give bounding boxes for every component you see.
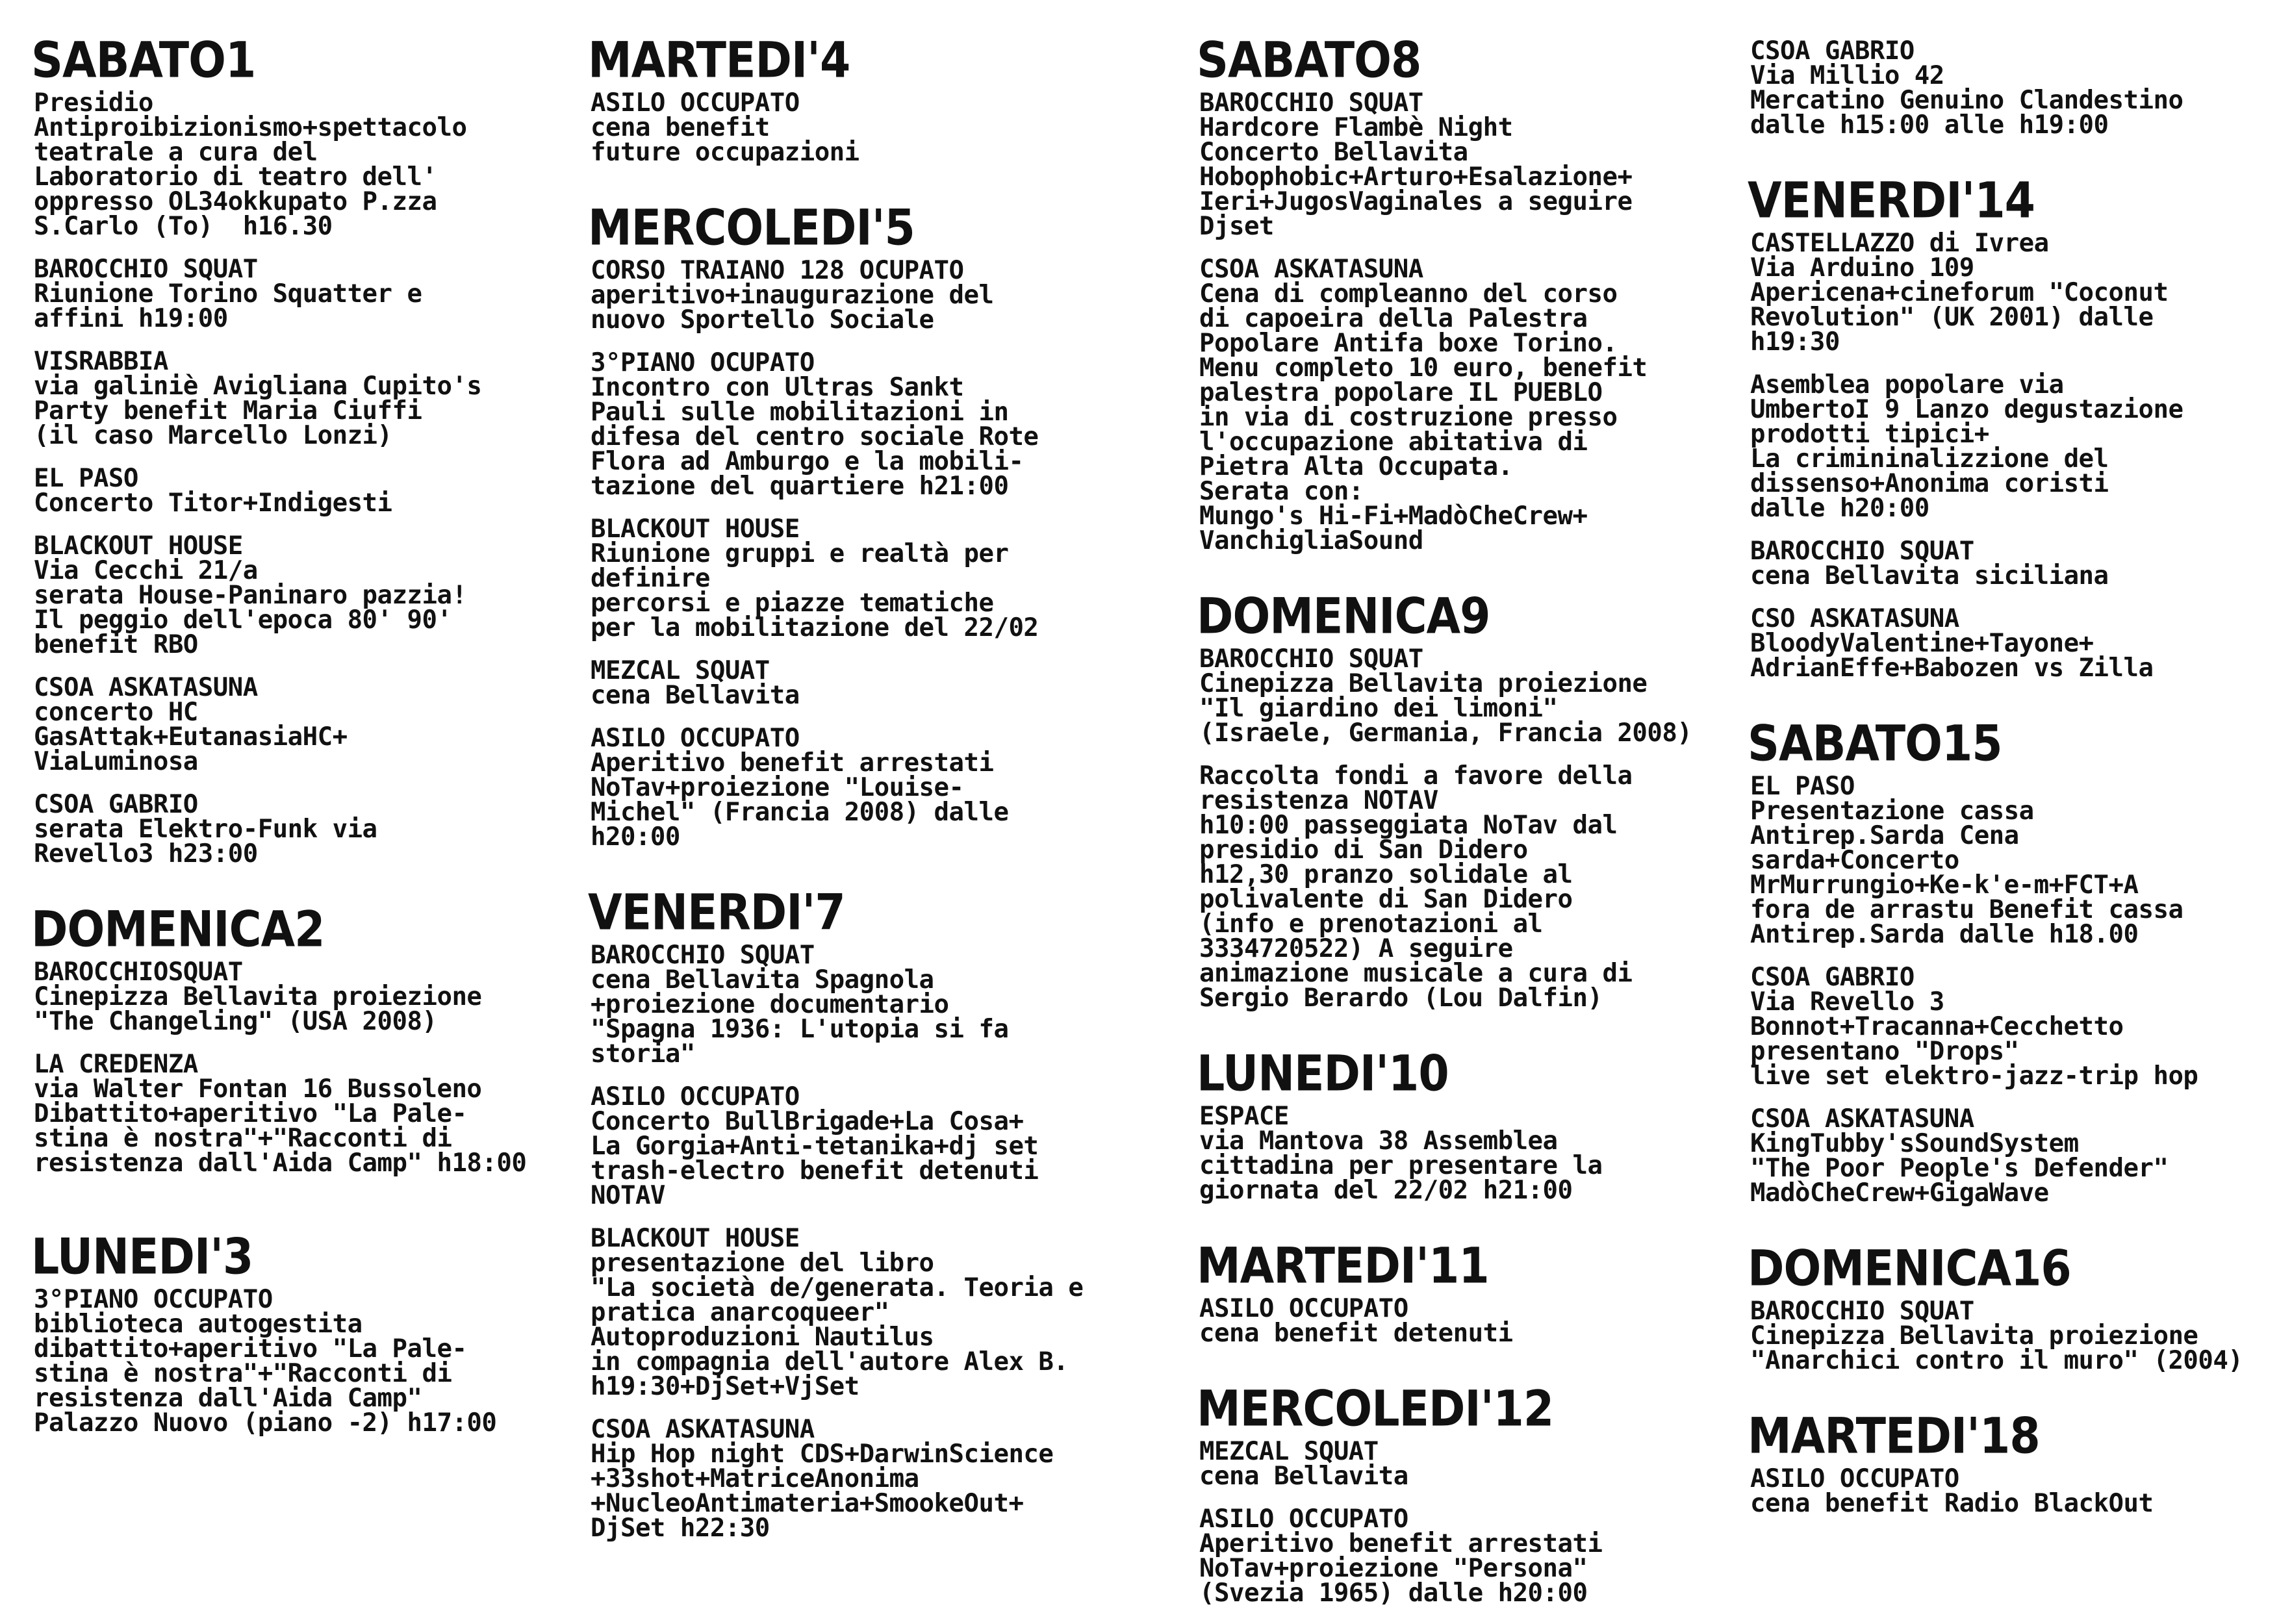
event-description-line: +33shot+MatriceAnonima <box>591 1464 919 1493</box>
event-description-line: "Il giardino dei limoni" <box>1199 694 1558 723</box>
day-block <box>1748 715 2279 1206</box>
day-block <box>1748 36 2279 140</box>
event-description-line: Dibattito+aperitivo "La Pale- <box>34 1099 467 1128</box>
day-block <box>1197 1380 1742 1606</box>
event-description-line: via galiniè Avigliana Cupito's <box>34 372 482 401</box>
day-block <box>31 31 577 867</box>
event-description-line: presidio di San Didero <box>1199 835 1528 865</box>
event-description-line: Concerto Titor+Indigesti <box>34 488 392 518</box>
event-entry <box>1750 231 2279 355</box>
event-description-line: "Spagna 1936: L'utopia si fa <box>591 1015 1009 1044</box>
day-heading: SABATO15 <box>1748 715 2002 773</box>
event-description-line: NoTav+proiezione "Persona" <box>1199 1554 1588 1583</box>
event-description-line: "The Changeling" (USA 2008) <box>34 1007 437 1036</box>
event-description-line: Riunione gruppi e realtà per <box>591 539 1009 568</box>
event-description-line: in via di costruzione presso <box>1199 403 1618 432</box>
day-block <box>1748 171 2279 681</box>
event-description-line: cena Bellavita <box>1199 1462 1408 1491</box>
event-description-line: NOTAV <box>591 1181 665 1210</box>
event-description-line: polivalente di San Didero <box>1199 885 1573 914</box>
day-block <box>1197 1045 1742 1203</box>
event-entry <box>591 348 1134 501</box>
event-description-line: definire <box>591 564 710 593</box>
event-entry <box>591 1226 1134 1399</box>
event-venue: CSOA ASKATASUNA <box>1199 255 1423 284</box>
event-venue: CSOA GABRIO <box>34 790 198 819</box>
event-description-line: di capoeira della Palestra <box>1199 304 1588 333</box>
event-entry <box>34 88 577 241</box>
day-block <box>1748 1239 2279 1373</box>
event-description-line: MadòCheCrew+GigaWave <box>1750 1178 2049 1208</box>
event-description-line: GasAttak+EutanasiaHC+ <box>34 722 348 752</box>
event-description-line: Cinepizza Bellavita proiezione <box>1199 669 1648 698</box>
event-description-line: Pauli sulle mobilitazioni in <box>591 398 1009 427</box>
event-description-line: Incontro con Ultras Sankt <box>591 373 964 402</box>
event-venue: ASILO OCCUPATO <box>1750 1464 1959 1493</box>
event-description-line: giornata del 22/02 h21:00 <box>1199 1176 1573 1205</box>
calendar-column-4 <box>1748 0 2279 1534</box>
event-description-line: "The Poor People's Defender" <box>1750 1154 2169 1183</box>
event-description-line: Flora ad Amburgo e la mobili- <box>591 447 1024 476</box>
event-entry <box>34 257 577 331</box>
event-description-line: via Walter Fontan 16 Bussoleno <box>34 1074 482 1104</box>
event-entry <box>1199 761 1742 1013</box>
event-description-line: tazione del quartiere h21:00 <box>591 472 1009 501</box>
event-description-line: Serata con: <box>1199 477 1364 506</box>
day-heading: MARTEDI'11 <box>1197 1237 1489 1295</box>
event-description-line: sarda+Concerto <box>1750 846 1959 875</box>
event-venue: LA CREDENZA <box>34 1050 198 1079</box>
event-entry <box>591 1082 1134 1210</box>
event-entry <box>1750 604 2279 683</box>
event-description-line: dalle h15:00 alle h19:00 <box>1750 110 2109 140</box>
event-description-line: per la mobilitazione del 22/02 <box>591 613 1039 642</box>
event-venue: MEZCAL SQUAT <box>1199 1437 1379 1466</box>
event-venue: CSOA GABRIO <box>1750 36 1915 66</box>
event-description-line: palestra popolare IL PUEBLO <box>1199 378 1603 407</box>
day-heading: LUNEDI'3 <box>31 1228 253 1286</box>
event-description-line: UmbertoI 9 Lanzo degustazione <box>1750 395 2184 424</box>
event-description-line: Cena di compleanno del corso <box>1199 279 1618 309</box>
event-entry <box>1750 539 2279 589</box>
event-description-line: Antirep.Sarda Cena <box>1750 821 2019 850</box>
event-description-line: "La società de/generata. Teoria e <box>591 1273 1084 1302</box>
event-venue: ESPACE <box>1199 1102 1289 1131</box>
event-entry <box>1199 1437 1742 1491</box>
event-venue: BAROCCHIOSQUAT <box>34 958 243 987</box>
event-description-line: future occupazioni <box>591 138 859 167</box>
event-entry <box>1750 965 2279 1089</box>
event-description-line: resistenza NOTAV <box>1199 786 1438 815</box>
event-venue: 3°PIANO OCUPATO <box>591 348 815 377</box>
event-entry <box>1199 88 1742 241</box>
event-description-line: benefit RBO <box>34 630 198 659</box>
event-description-line: +proiezione documentario <box>591 990 949 1019</box>
event-entry <box>591 256 1134 335</box>
event-entry <box>34 1285 577 1438</box>
event-description-line: cena benefit <box>591 113 770 142</box>
event-description-line: ViaLuminosa <box>34 747 198 776</box>
event-description-line: Pietra Alta Occupata. <box>1199 452 1513 481</box>
event-venue: ASILO OCCUPATO <box>591 724 800 753</box>
event-description-line: Concerto Bellavita <box>1199 138 1468 167</box>
event-entry <box>34 466 577 516</box>
event-description-line: Autoproduzioni Nautilus <box>591 1323 934 1352</box>
event-description-line: presentano "Drops" <box>1750 1037 2019 1066</box>
event-description-line: MrMurrungio+Ke-k'e-m+FCT+A <box>1750 870 2139 900</box>
event-description-line: dissenso+Anonima coristi <box>1750 469 2109 498</box>
event-description-line: BloodyValentine+Tayone+ <box>1750 629 2094 658</box>
event-description-line: Popolare Antifa boxe Torino. <box>1199 329 1618 358</box>
event-venue: CSOA GABRIO <box>1750 963 1915 992</box>
event-description-line: pratica anarcoqueer" <box>591 1298 889 1327</box>
event-entry <box>1750 370 2279 523</box>
event-entry <box>591 88 1134 167</box>
event-venue: BAROCCHIO SQUAT <box>34 255 258 284</box>
event-description-line: percorsi e piazze tematiche <box>591 589 994 618</box>
event-description-line: cittadina per presentare la <box>1199 1151 1603 1180</box>
event-description-line: La crimininalizzione del <box>1750 444 2109 474</box>
event-venue: EL PASO <box>34 464 138 493</box>
event-entry <box>34 790 577 869</box>
event-description-line: stina è nostra"+"Racconti di <box>34 1359 452 1388</box>
event-description-line: aperitivo+inaugurazione del <box>591 281 994 310</box>
event-description-line: serata Elektro-Funk via <box>34 815 377 844</box>
event-venue: BAROCCHIO SQUAT <box>1199 88 1423 118</box>
event-description-line: affini h19:00 <box>34 304 228 333</box>
event-description-line: 3334720522) A seguire <box>1199 934 1513 963</box>
event-description-line: Ieri+JugosVaginales a seguire <box>1199 187 1633 216</box>
event-venue: MEZCAL SQUAT <box>591 656 770 685</box>
event-description-line: h12,30 pranzo solidale al <box>1199 860 1573 889</box>
event-description-line: stina è nostra"+"Racconti di <box>34 1124 452 1153</box>
event-description-line: KingTubby'sSoundSystem <box>1750 1129 2079 1158</box>
event-entry <box>1199 1104 1742 1203</box>
event-description-line: via Mantova 38 Assemblea <box>1199 1126 1558 1156</box>
event-description-line: DjSet h22:30 <box>591 1514 770 1543</box>
calendar-column-3 <box>1197 0 1742 1624</box>
event-description-line: NoTav+proiezione "Louise- <box>591 773 964 802</box>
event-venue: BAROCCHIO SQUAT <box>1750 1297 1974 1326</box>
event-description-line: cena benefit Radio BlackOut <box>1750 1489 2154 1518</box>
event-description-line: (il caso Marcello Lonzi) <box>34 421 392 450</box>
event-venue: EL PASO <box>1750 772 1855 801</box>
event-description-line: Laboratorio di teatro dell' <box>34 162 437 192</box>
event-description-line: La Gorgia+Anti-tetanika+dj set <box>591 1132 1039 1161</box>
day-heading: MARTEDI'4 <box>588 32 850 90</box>
day-heading: MARTEDI'18 <box>1748 1408 2040 1465</box>
calendar-column-1 <box>31 0 577 1454</box>
event-entry <box>34 673 577 776</box>
day-heading: SABATO1 <box>31 32 256 90</box>
event-description-line: in compagnia dell'autore Alex B. <box>591 1347 1069 1377</box>
event-venue: ASILO OCCUPATO <box>1199 1294 1408 1323</box>
event-description-line: resistenza dall'Aida Camp" <box>34 1384 422 1413</box>
event-description-line: dibattito+aperitivo "La Pale- <box>34 1334 467 1364</box>
day-heading: VENERDI'14 <box>1748 172 2035 230</box>
event-venue: BAROCCHIO SQUAT <box>1199 644 1423 674</box>
event-description-line: storia" <box>591 1039 695 1069</box>
event-description-line: cena Bellavita siciliana <box>1750 561 2109 590</box>
event-description-line: Aperitivo benefit arrestati <box>591 748 994 778</box>
event-description-line: Palazzo Nuovo (piano -2) h17:00 <box>34 1408 497 1438</box>
day-block <box>588 31 1134 165</box>
event-description-line: Antirep.Sarda dalle h18.00 <box>1750 920 2139 949</box>
event-description-line: difesa del centro sociale Rote <box>591 422 1039 451</box>
event-entry <box>1750 1299 2279 1373</box>
event-entry <box>591 943 1134 1067</box>
event-entry <box>591 514 1134 642</box>
event-venue: CASTELLAZZO di Ivrea <box>1750 229 2049 258</box>
event-entry <box>34 531 577 659</box>
event-description-line: Djset <box>1199 212 1274 241</box>
day-block <box>1197 31 1742 553</box>
event-venue: ASILO OCCUPATO <box>591 88 800 118</box>
event-description-line: cena Bellavita <box>591 681 800 710</box>
event-entry <box>1199 1294 1742 1348</box>
event-description-line: Menu completo 10 euro, benefit <box>1199 353 1648 383</box>
event-description-line: animazione musicale a cura di <box>1199 959 1633 988</box>
event-entry <box>1199 1504 1742 1608</box>
event-description-line: h19:30 <box>1750 327 1840 357</box>
event-description-line: +NucleoAntimateria+SmookeOut+ <box>591 1489 1024 1518</box>
day-heading: LUNEDI'10 <box>1197 1045 1449 1103</box>
event-description-line: Aperitivo benefit arrestati <box>1199 1529 1603 1558</box>
event-description-line: VanchigliaSound <box>1199 526 1423 555</box>
event-description-line: (Israele, Germania, Francia 2008) <box>1199 718 1692 748</box>
event-venue: CSOA ASKATASUNA <box>591 1415 815 1444</box>
event-description-line: Via Arduino 109 <box>1750 253 1974 283</box>
event-description-line: live set elektro-jazz-trip hop <box>1750 1061 2198 1091</box>
event-description-line: Via Millio 42 <box>1750 61 1944 90</box>
event-description-line: Mungo's Hi-Fi+MadòCheCrew+ <box>1199 501 1588 531</box>
event-venue: BLACKOUT HOUSE <box>34 531 243 561</box>
event-description-line: Via Cecchi 21/a <box>34 556 258 585</box>
event-description-line: teatrale a cura del <box>34 138 318 167</box>
event-description-line: serata House-Paninaro pazzia! <box>34 581 467 610</box>
event-description-line: Concerto BullBrigade+La Cosa+ <box>591 1107 1024 1136</box>
day-heading: DOMENICA16 <box>1748 1240 2071 1298</box>
event-description-line: Bonnot+Tracanna+Cecchetto <box>1750 1012 2124 1041</box>
event-description-line: (info e prenotazioni al <box>1199 909 1543 939</box>
event-description-line: presentazione del libro <box>591 1249 934 1278</box>
event-entry <box>1750 1464 2279 1518</box>
event-description-line: oppresso OL34okkupato P.zza <box>34 187 437 216</box>
event-description-line: Via Revello 3 <box>1750 987 1944 1017</box>
event-description-line: concerto HC <box>34 698 198 727</box>
event-venue: Raccolta fondi a favore della <box>1199 761 1633 791</box>
day-heading: DOMENICA9 <box>1197 588 1490 646</box>
day-heading: MERCOLEDI'5 <box>588 199 915 257</box>
event-description-line: Hardcore Flambè Night <box>1199 113 1513 142</box>
event-entry <box>591 726 1134 850</box>
day-block <box>1748 1407 2279 1516</box>
event-description-line: Cinepizza Bellavita proiezione <box>1750 1321 2198 1351</box>
day-block <box>31 900 577 1176</box>
event-description-line: h19:30+DjSet+VjSet <box>591 1372 859 1401</box>
event-entry <box>591 1417 1134 1541</box>
day-block <box>31 1228 577 1436</box>
event-entry <box>591 656 1134 710</box>
event-description-line: nuovo Sportello Sociale <box>591 305 934 335</box>
event-description-line: Party benefit Maria Ciuffi <box>34 396 422 425</box>
day-block <box>1197 1237 1742 1346</box>
event-venue: Asemblea popolare via <box>1750 370 2064 400</box>
event-venue: BLACKOUT HOUSE <box>591 514 800 544</box>
event-venue: ASILO OCCUPATO <box>591 1082 800 1111</box>
event-venue: 3°PIANO OCCUPATO <box>34 1285 273 1314</box>
event-entry <box>1750 774 2279 947</box>
event-description-line: Sergio Berardo (Lou Dalfin) <box>1199 983 1603 1013</box>
event-venue: BAROCCHIO SQUAT <box>591 941 815 970</box>
event-entry <box>34 960 577 1034</box>
event-description-line: h10:00 passeggiata NoTav dal <box>1199 811 1618 840</box>
event-description-line: Apericena+cineforum "Coconut <box>1750 278 2169 307</box>
event-description-line: h20:00 <box>591 822 680 852</box>
day-heading: VENERDI'7 <box>588 884 845 942</box>
event-description-line: Mercatino Genuino Clandestino <box>1750 86 2184 115</box>
day-heading: DOMENICA2 <box>31 901 325 959</box>
event-description-line: fora de arrastu Benefit cassa <box>1750 895 2184 924</box>
event-description-line: Revello3 h23:00 <box>34 839 258 869</box>
event-venue: CSO ASKATASUNA <box>1750 604 1959 633</box>
event-description-line: cena Bellavita Spagnola <box>591 965 934 995</box>
event-description-line: Cinepizza Bellavita proiezione <box>34 982 482 1011</box>
event-description-line: "Anarchici contro il muro" (2004) <box>1750 1346 2243 1375</box>
event-entry <box>34 349 577 448</box>
event-description-line: (Svezia 1965) dalle h20:00 <box>1199 1579 1588 1608</box>
event-description-line: biblioteca autogestita <box>34 1310 363 1339</box>
event-description-line: Riunione Torino Squatter e <box>34 279 422 309</box>
day-heading: MERCOLEDI'12 <box>1197 1380 1554 1438</box>
event-description-line: AdrianEffe+Babozen vs Zilla <box>1750 653 2154 683</box>
event-description-line: Revolution" (UK 2001) dalle <box>1750 303 2154 332</box>
event-entry <box>1199 644 1742 748</box>
event-venue: VISRABBIA <box>34 347 168 376</box>
event-description-line: cena benefit detenuti <box>1199 1319 1513 1348</box>
event-venue: CORSO TRAIANO 128 OCUPATO <box>591 256 964 285</box>
event-description-line: Hobophobic+Arturo+Esalazione+ <box>1199 162 1633 192</box>
event-venue: ASILO OCCUPATO <box>1199 1504 1408 1534</box>
day-heading: SABATO8 <box>1197 32 1421 90</box>
event-description-line: S.Carlo (To) h16.30 <box>34 212 333 241</box>
calendar-column-2 <box>588 0 1134 1559</box>
day-block <box>1197 587 1742 1011</box>
event-entry <box>1750 1104 2279 1208</box>
event-description-line: Hip Hop night CDS+DarwinScience <box>591 1440 1054 1469</box>
event-description-line: l'occupazione abitativa di <box>1199 427 1588 457</box>
day-block <box>588 883 1134 1541</box>
event-description-line: dalle h20:00 <box>1750 494 1929 523</box>
event-venue: BAROCCHIO SQUAT <box>1750 537 1974 566</box>
event-entry <box>1750 36 2279 140</box>
event-description-line: Michel" (Francia 2008) dalle <box>591 798 1009 827</box>
event-description-line: Antiproibizionismo+spettacolo <box>34 113 467 142</box>
event-description-line: Presentazione cassa <box>1750 796 2034 826</box>
event-description-line: Il peggio dell'epoca 80' 90' <box>34 605 452 635</box>
event-entry <box>34 1052 577 1176</box>
event-venue: CSOA ASKATASUNA <box>34 673 258 702</box>
day-block <box>588 199 1134 850</box>
event-venue: CSOA ASKATASUNA <box>1750 1104 1974 1134</box>
event-description-line: prodotti tipici+ <box>1750 420 1989 449</box>
event-description-line: trash-electro benefit detenuti <box>591 1156 1039 1186</box>
event-venue: Presidio <box>34 88 153 118</box>
event-venue: BLACKOUT HOUSE <box>591 1224 800 1253</box>
event-entry <box>1199 257 1742 553</box>
event-description-line: resistenza dall'Aida Camp" h18:00 <box>34 1148 527 1178</box>
